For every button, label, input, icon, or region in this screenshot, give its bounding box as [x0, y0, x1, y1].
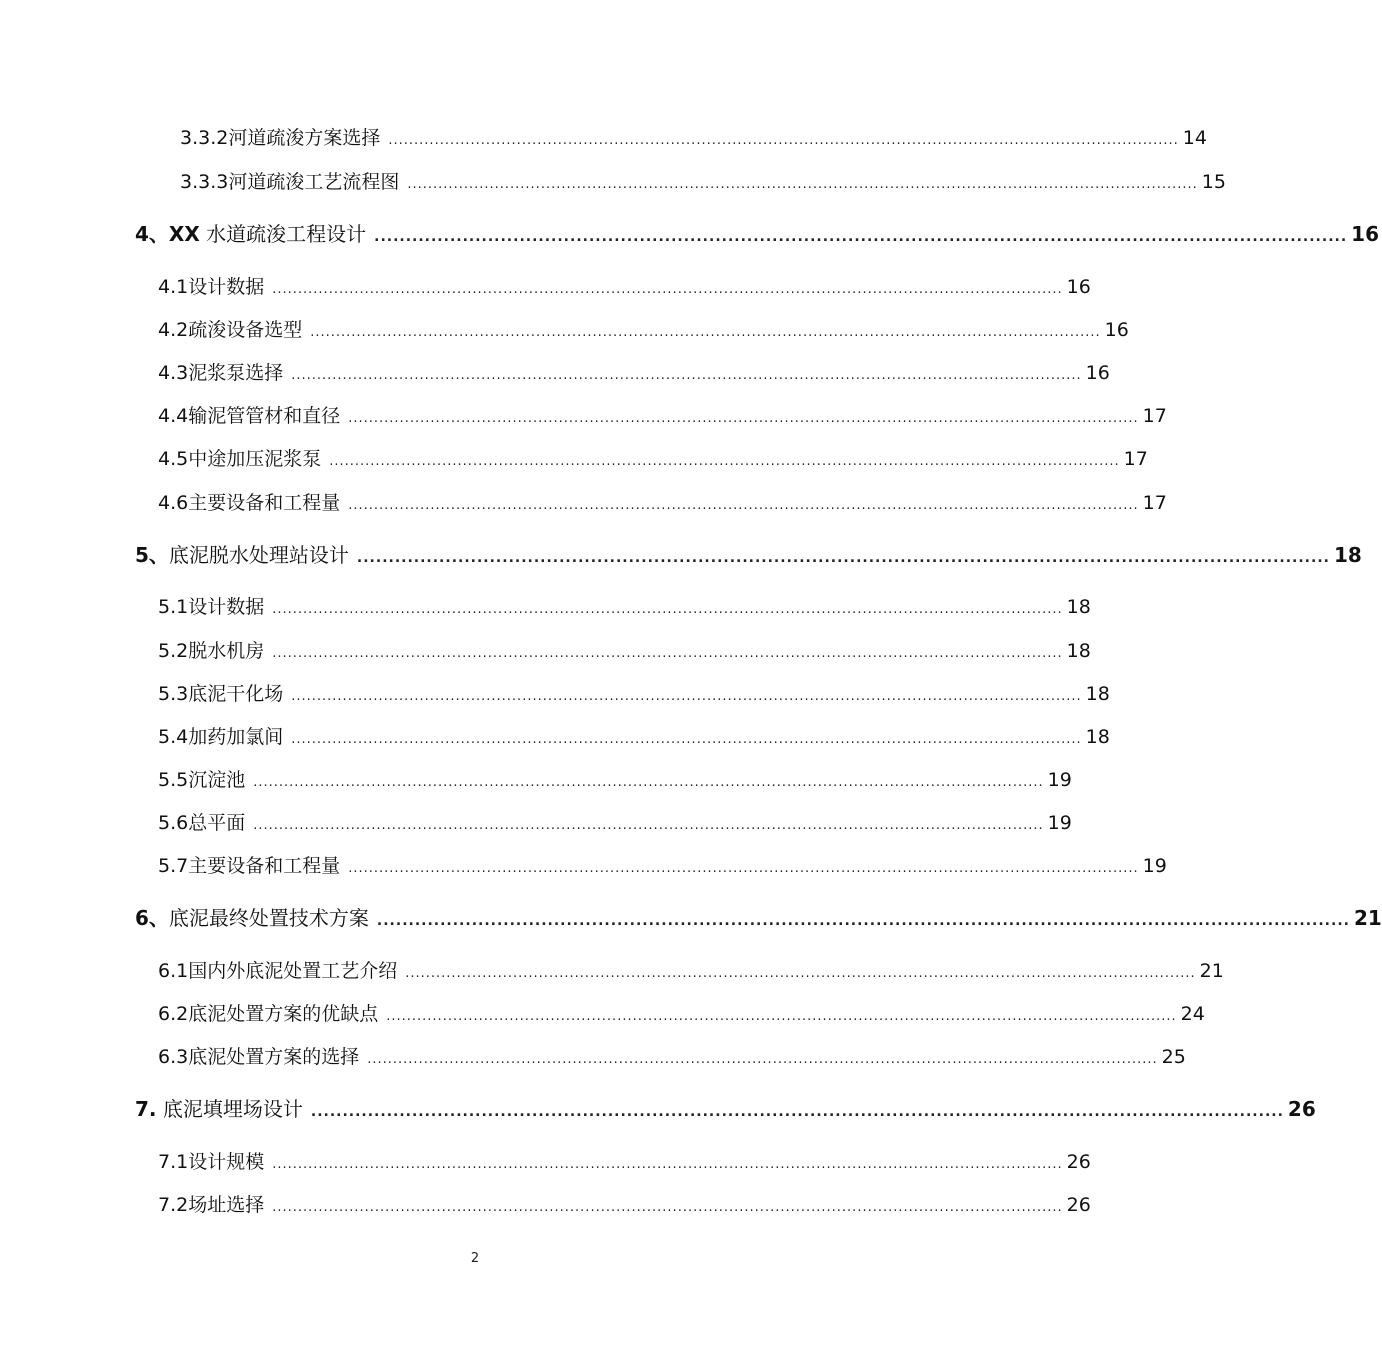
toc-entry-title: 主要设备和工程量 [188, 492, 341, 514]
toc-leader-dots: .......................................................................................................................................................... [388, 133, 1179, 148]
toc-entry-title: 底泥处置方案的优缺点 [188, 1003, 379, 1025]
toc-entry[interactable] [158, 275, 1091, 302]
toc-leader-dots: .......................................................................................................................................................... [310, 1104, 1284, 1120]
toc-leader-dots: .......................................................................................................................................................... [272, 602, 1063, 617]
toc-entry-title: 场址选择 [188, 1194, 265, 1216]
toc-leader-dots: .......................................................................................................................................................... [253, 818, 1044, 833]
toc-entry-number: 5.2 [158, 640, 189, 662]
toc-entry[interactable] [180, 170, 1226, 197]
toc-entry-page: 19 [1047, 769, 1072, 791]
toc-leader-dots: .......................................................................................................................................................... [356, 550, 1330, 566]
toc-entry-page: 15 [1201, 171, 1226, 193]
toc-entry-page: 25 [1161, 1046, 1186, 1068]
toc-entry[interactable] [158, 1193, 1091, 1220]
toc-entry[interactable] [158, 854, 1167, 881]
toc-entry-number: 5.7 [158, 855, 189, 877]
toc-entry-title: 底泥最终处置技术方案 [168, 906, 369, 930]
toc-entry-title: 底泥填埋场设计 [162, 1097, 303, 1121]
toc-leader-dots: .......................................................................................................................................................... [405, 966, 1196, 981]
toc-entry[interactable] [158, 959, 1224, 986]
toc-entry[interactable] [158, 491, 1167, 518]
toc-entry[interactable] [158, 682, 1110, 709]
toc-entry[interactable] [158, 595, 1091, 622]
toc-entry[interactable] [158, 318, 1129, 345]
toc-entry-page: 26 [1066, 1194, 1091, 1216]
toc-entry-title: 河道疏浚方案选择 [228, 127, 381, 149]
toc-entry-number: 4.1 [158, 276, 189, 298]
toc-entry-page: 19 [1047, 812, 1072, 834]
toc-entry-title: 国内外底泥处置工艺介绍 [188, 960, 398, 982]
toc-entry-number: 6.3 [158, 1046, 189, 1068]
toc-leader-dots: .......................................................................................................................................................... [386, 1009, 1177, 1024]
toc-leader-dots: .......................................................................................................................................................... [348, 498, 1139, 513]
toc-entry-title: 沉淀池 [188, 769, 246, 791]
toc-entry-page: 24 [1180, 1003, 1205, 1025]
toc-chapter-entry[interactable] [135, 222, 1379, 249]
toc-entry[interactable] [158, 404, 1167, 431]
toc-entry-number: 5.4 [158, 726, 189, 748]
toc-entry-number: 4.2 [158, 319, 189, 341]
toc-entry-number: 5.1 [158, 596, 189, 618]
toc-entry[interactable] [158, 725, 1110, 752]
toc-entry-number: 7.1 [158, 1151, 189, 1173]
toc-entry-number: 5.6 [158, 812, 189, 834]
toc-leader-dots: .......................................................................................................................................................... [329, 454, 1120, 469]
toc-leader-dots: .......................................................................................................................................................... [374, 229, 1348, 245]
toc-leader-dots: .......................................................................................................................................................... [253, 775, 1044, 790]
toc-entry-title: 主要设备和工程量 [188, 855, 341, 877]
toc-entry-page: 18 [1333, 543, 1362, 567]
toc-entry-page: 18 [1066, 596, 1091, 618]
toc-entry-page: 18 [1085, 683, 1110, 705]
toc-entry-title: 河道疏浚工艺流程图 [228, 171, 400, 193]
toc-entry-title: 水道疏浚工程设计 [206, 222, 367, 246]
toc-entry[interactable] [158, 639, 1091, 666]
toc-entry-page: 17 [1123, 448, 1148, 470]
toc-entry-number: 4.6 [158, 492, 189, 514]
toc-entry-page: 17 [1142, 492, 1167, 514]
toc-entry[interactable] [158, 1150, 1091, 1177]
toc-entry-number: 7. [135, 1097, 157, 1121]
toc-entry-title: 底泥处置方案的选择 [188, 1046, 360, 1068]
toc-entry-title: 输泥管管材和直径 [188, 405, 341, 427]
toc-entry[interactable] [158, 768, 1072, 795]
toc-chapter-entry[interactable] [135, 906, 1382, 933]
toc-entry-number: 4.3 [158, 362, 189, 384]
toc-leader-dots: .......................................................................................................................................................... [272, 1200, 1063, 1215]
toc-leader-dots: .......................................................................................................................................................... [367, 1052, 1158, 1067]
toc-entry-title: 底泥脱水处理站设计 [168, 543, 349, 567]
toc-entry-page: 17 [1142, 405, 1167, 427]
toc-entry-number: 3.3.3 [180, 171, 229, 193]
toc-entry-number: 6、 [135, 906, 169, 930]
toc-entry-title: 中途加压泥浆泵 [188, 448, 322, 470]
toc-leader-dots: .......................................................................................................................................................... [407, 177, 1198, 192]
toc-leader-dots: .......................................................................................................................................................... [348, 861, 1139, 876]
toc-entry-title: 加药加氯间 [188, 726, 284, 748]
toc-entry-title: 设计数据 [188, 276, 265, 298]
toc-entry-page: 26 [1287, 1097, 1316, 1121]
toc-entry[interactable] [158, 361, 1110, 388]
toc-entry-title: 底泥干化场 [188, 683, 284, 705]
toc-entry-page: 21 [1353, 906, 1382, 930]
toc-entry[interactable] [158, 1045, 1186, 1072]
toc-entry-number: 3.3.2 [180, 127, 229, 149]
toc-entry-page: 18 [1085, 726, 1110, 748]
toc-entry[interactable] [158, 447, 1148, 474]
toc-leader-dots: .......................................................................................................................................................... [376, 913, 1350, 929]
toc-leader-dots: .......................................................................................................................................................... [272, 1157, 1063, 1172]
toc-entry-title: 总平面 [188, 812, 246, 834]
toc-leader-dots: .......................................................................................................................................................... [348, 411, 1139, 426]
toc-chapter-entry[interactable] [135, 1097, 1316, 1124]
toc-entry-number: 5.3 [158, 683, 189, 705]
toc-leader-dots: .......................................................................................................................................................... [291, 689, 1082, 704]
toc-leader-dots: .......................................................................................................................................................... [272, 646, 1063, 661]
toc-entry-page: 16 [1066, 276, 1091, 298]
toc-entry-number: 7.2 [158, 1194, 189, 1216]
toc-entry-page: 16 [1085, 362, 1110, 384]
toc-entry-page: 19 [1142, 855, 1167, 877]
toc-entry-title: 设计规模 [188, 1151, 265, 1173]
toc-entry-page: 16 [1351, 222, 1379, 246]
toc-entry-page: 18 [1066, 640, 1091, 662]
toc-entry-title: 设计数据 [188, 596, 265, 618]
toc-chapter-entry[interactable] [135, 543, 1362, 570]
toc-entry-title: 疏浚设备选型 [188, 319, 303, 341]
toc-entry[interactable] [180, 126, 1207, 153]
toc-entry-number: 6.1 [158, 960, 189, 982]
toc-leader-dots: .......................................................................................................................................................... [291, 732, 1082, 747]
toc-entry-page: 21 [1199, 960, 1224, 982]
toc-entry-title: 脱水机房 [188, 640, 265, 662]
toc-leader-dots: .......................................................................................................................................................... [310, 325, 1101, 340]
toc-entry-page: 14 [1182, 127, 1207, 149]
toc-entry-number: 4.5 [158, 448, 189, 470]
toc-entry-number: 4.4 [158, 405, 189, 427]
toc-entry-number: 6.2 [158, 1003, 189, 1025]
toc-entry-page: 16 [1104, 319, 1129, 341]
toc-entry[interactable] [158, 811, 1072, 838]
toc-entry-title: 泥浆泵选择 [188, 362, 284, 384]
toc-entry-number: 4、XX [135, 222, 200, 246]
page-number: 2 [470, 1251, 480, 1266]
toc-entry[interactable] [158, 1002, 1205, 1029]
toc-entry-page: 26 [1066, 1151, 1091, 1173]
toc-entry-number: 5.5 [158, 769, 189, 791]
toc-leader-dots: .......................................................................................................................................................... [272, 282, 1063, 297]
toc-entry-number: 5、 [135, 543, 169, 567]
toc-leader-dots: .......................................................................................................................................................... [291, 368, 1082, 383]
